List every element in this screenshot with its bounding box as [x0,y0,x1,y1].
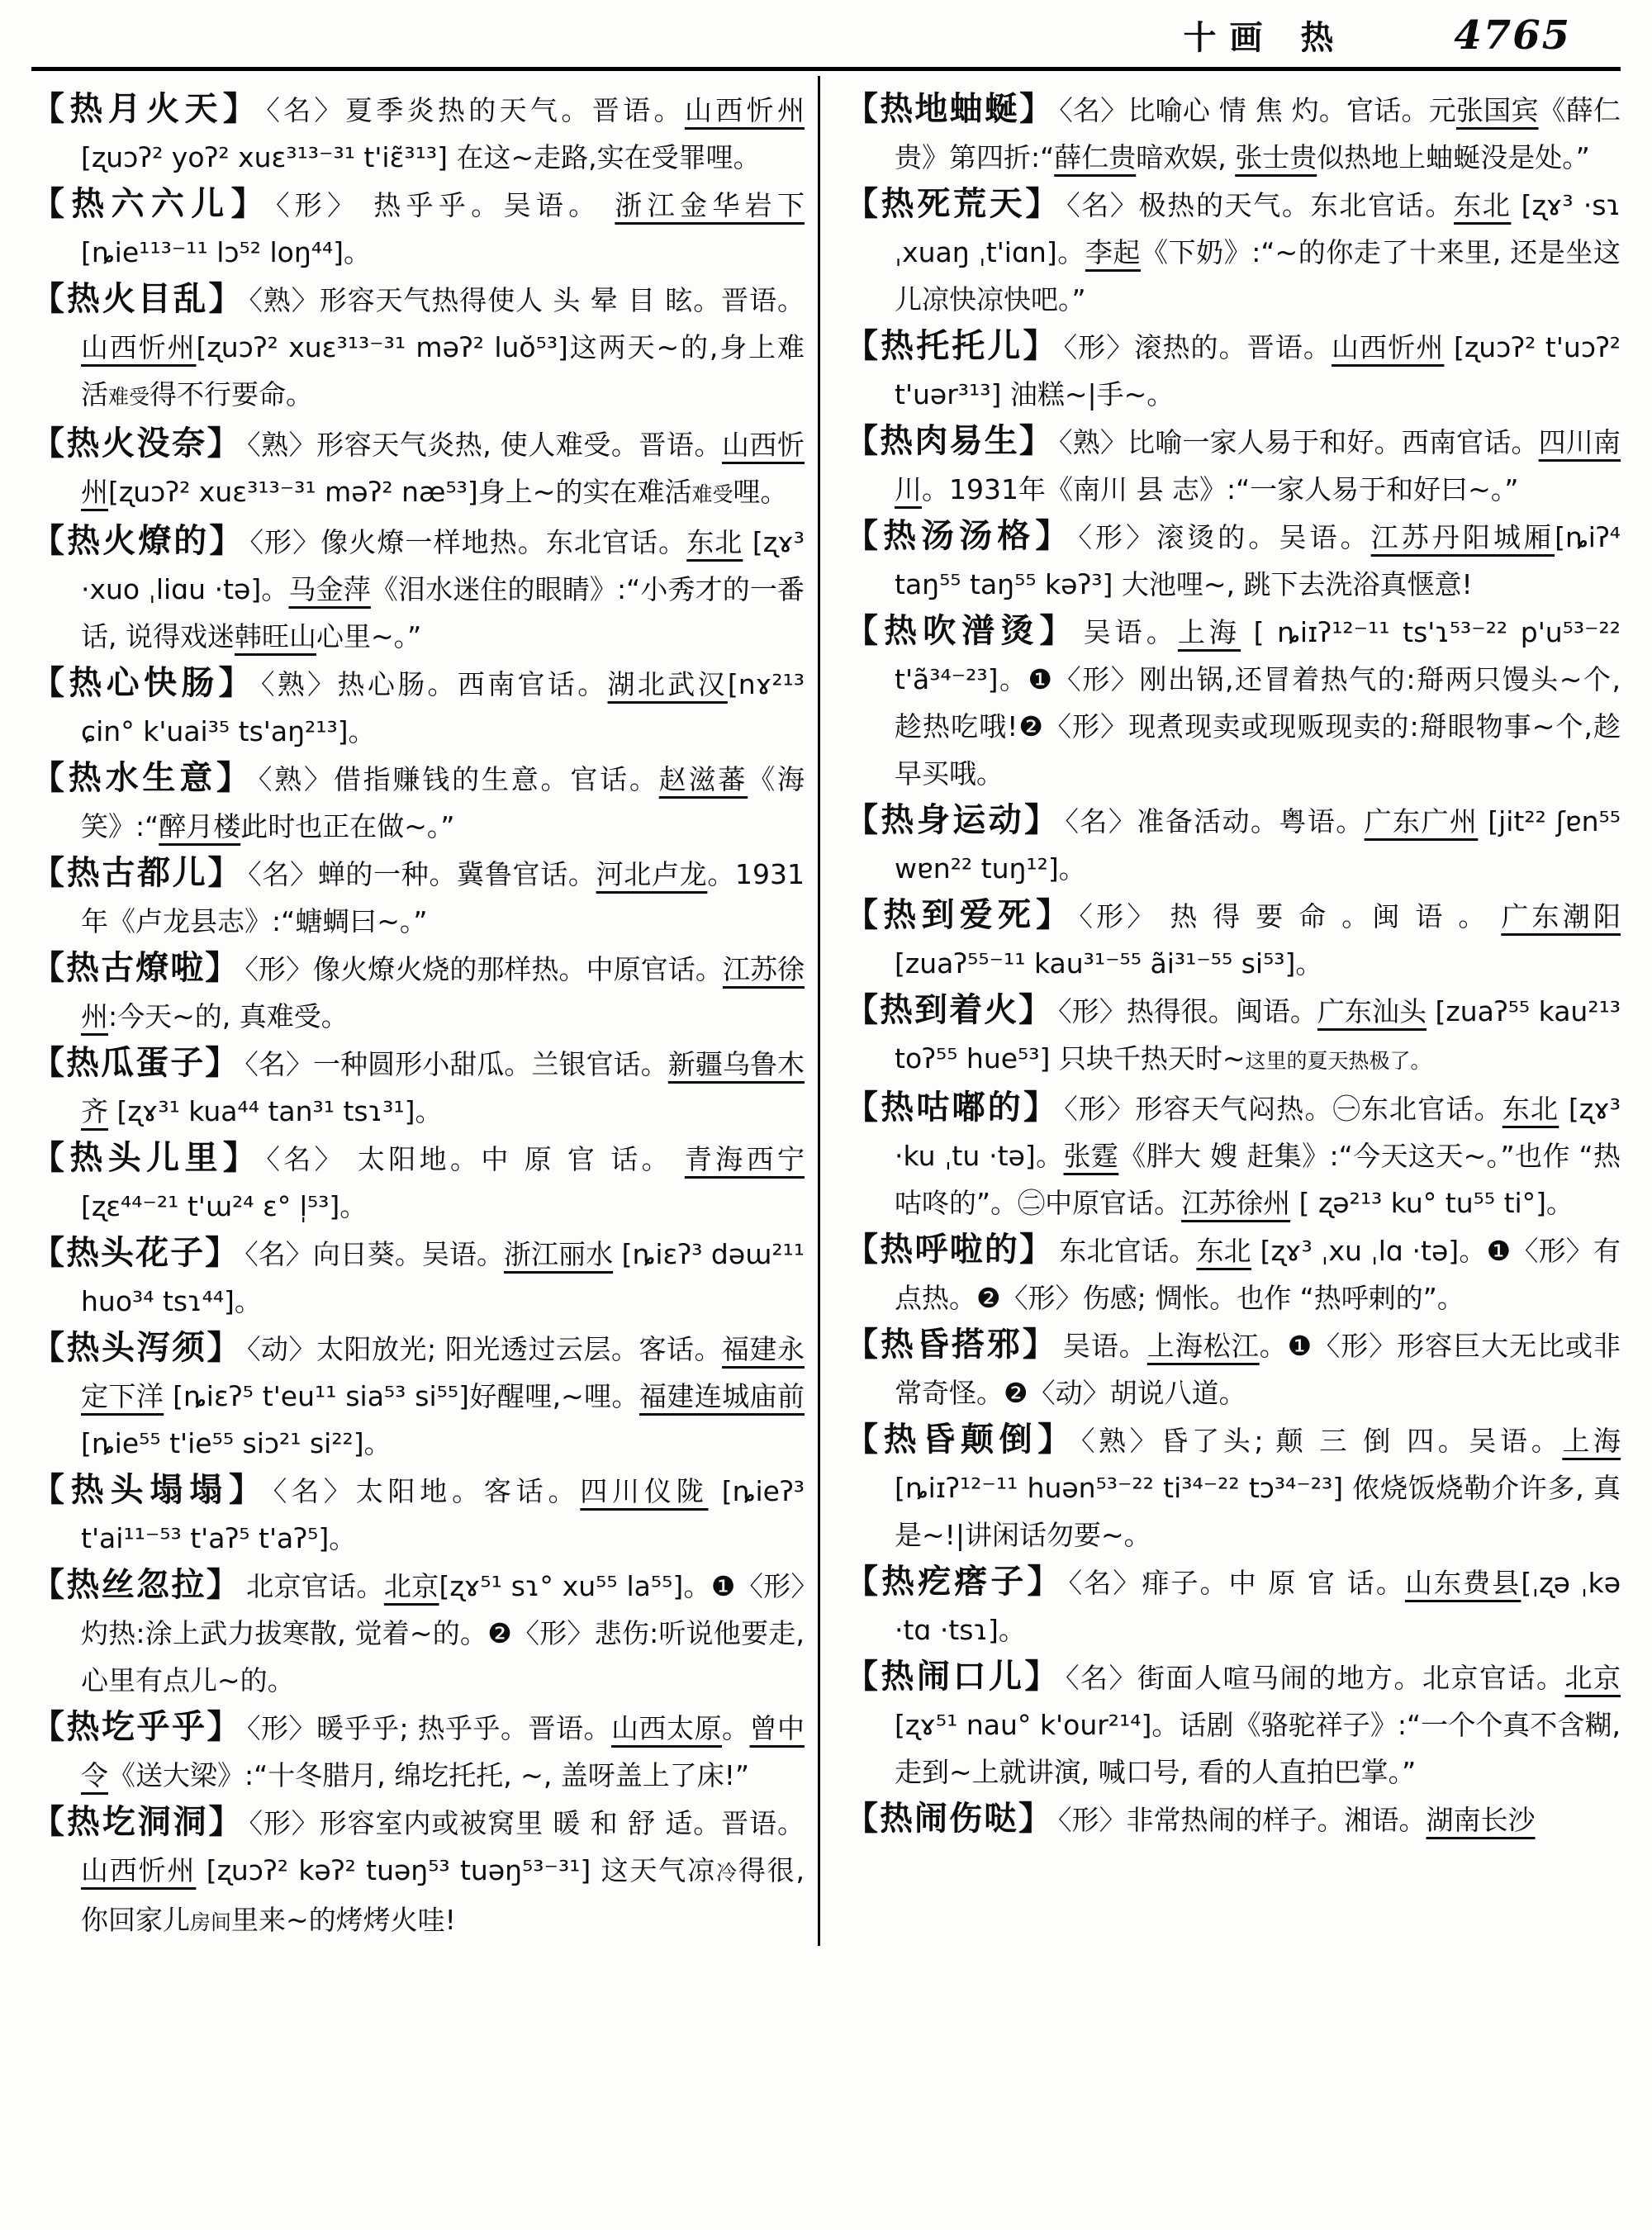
proper-noun: 上海松江 [1146,1330,1260,1362]
entry-text: 《薛仁贵》第四折:“ [895,94,1621,173]
proper-noun: 新疆乌鲁木齐 [81,1048,805,1127]
dict-entry [31,1040,805,1135]
proper-noun: 江苏徐州 [1181,1187,1291,1219]
entry-headword: 【热疙瘩子】 [845,1563,1064,1601]
proper-noun: 北京 [1564,1662,1621,1694]
entry-text: [zuaʔ⁵⁵⁻¹¹ kau³¹⁻⁵⁵ ãi³¹⁻⁵⁵ si⁵³]。 [895,947,1323,980]
entry-text: 难受 [108,385,150,409]
entry-text: 〈名〉比喻心 情 焦 灼。官话。元 [1059,94,1456,126]
proper-noun: 广东潮阳 [1501,900,1621,932]
entry-headword: 【热头花子】 [31,1234,240,1272]
entry-text: 心里~。” [316,620,422,652]
proper-noun: 湖北武汉 [607,668,728,700]
proper-noun: 北京 [383,1570,439,1602]
entry-text: [ʐɤ⁵¹ sɿ° xu⁵⁵ la⁵⁵]。❶〈形〉灼热:涂上武力拔寒散, 觉着~的。❷〈形〉悲伤:听说他要走, 心里有点儿~的。 [81,1570,805,1696]
entry-headword: 【热到着火】 [845,991,1054,1029]
dict-entry [845,86,1621,181]
header-rule [31,67,1621,71]
entry-headword: 【热呼啦的】 [845,1231,1055,1269]
entry-text: 。 [722,1712,750,1744]
dict-entry [845,797,1621,892]
proper-noun: 福建永定下洋 [81,1333,805,1412]
dict-entry [845,181,1621,323]
proper-noun: 张国宾 [1455,94,1539,126]
entry-text: 〈熟〉形容天气热得使人 头 晕 目 眩。晋语。 [249,284,805,316]
entry-text: 〈名〉极热的天气。东北官话。 [1066,189,1455,221]
proper-noun: 河北卢龙 [596,858,708,890]
dict-entry [845,418,1621,513]
entry-text: 〈名〉准备活动。粤语。 [1065,805,1365,837]
entry-headword: 【热古都儿】 [31,854,244,892]
entry-headword: 【热头儿里】 [31,1139,262,1177]
dict-entry [31,518,805,660]
entry-text: 〈名〉一种圆形小甜瓜。兰银官话。 [244,1048,668,1080]
entry-text: 〈熟〉形容天气炎热, 使人难受。晋语。 [247,429,722,461]
entry-text: [ʐuɔʔ² yoʔ² xuɛ³¹³⁻³¹ t'iɛ̃³¹³] 在这~走路,实在受罪哩。 [81,141,761,173]
entry-text: 〈名〉蝉的一种。冀鲁官话。 [248,858,596,890]
proper-noun: 浙江金华岩下 [615,189,805,221]
entry-text: [ȵiɪʔ¹²⁻¹¹ huən⁵³⁻²² ti³⁴⁻²² tɔ³⁴⁻²³] 侬烧饭烧勒介许多, 真是~!|讲闲话勿要~。 [895,1472,1621,1551]
proper-noun: 东北 [686,526,743,558]
proper-noun: 上海 [1562,1425,1621,1457]
proper-noun: 广东汕头 [1317,995,1427,1027]
entry-text: 。1931年《卢龙县志》:“螗蜩曰~。” [81,858,805,937]
entry-headword: 【热心快肠】 [31,664,257,702]
entry-text: 〈形〉滚烫的。吴语。 [1078,521,1371,553]
entry-text: 〈形〉形容室内或被窝里 暖 和 舒 适。晋语。 [249,1807,805,1839]
proper-noun: 山西忻州 [684,94,805,126]
text-columns [31,76,1621,1946]
entry-text: 〈形〉非常热闹的样子。湘语。 [1058,1804,1427,1836]
right-column [818,76,1621,1946]
entry-text: 〈名〉痱子。中 原 官 话。 [1068,1567,1405,1599]
entry-text: [ ȵiɪʔ¹²⁻¹¹ ts'ɿ⁵³⁻²² p'u⁵³⁻²² t'ã³⁴⁻²³]。❶〈形〉刚出锅,还冒着热气的:搿两只馒头~个, 趁热吃哦!❷〈形〉现煮现卖或现贩现卖的:搿眼物事~个,趁早买哦。 [895,616,1621,790]
dict-entry [31,1467,805,1562]
entry-text: 。❶〈形〉形容巨大无比或非常奇怪。❷〈动〉胡说八道。 [895,1330,1621,1409]
entry-text: [zuaʔ⁵⁵ kau²¹³ toʔ⁵⁵ hue⁵³] 只块千热天时~ [895,995,1621,1075]
entry-headword: 【热地蚰蜒】 [845,90,1055,128]
proper-noun: 山东费县 [1404,1567,1521,1599]
dict-entry [31,1135,805,1230]
entry-text: [ʐuɔʔ² xuɛ³¹³⁻³¹ məʔ² luŏ⁵³]这两天~的,身上难活 [81,331,805,410]
entry-text: [nɤ²¹³ ɕin° k'uai³⁵ ts'aŋ²¹³]。 [81,668,805,747]
entry-text: [ȵie¹¹³⁻¹¹ lɔ⁵² loŋ⁴⁴]。 [81,236,372,268]
entry-text: 〈形〉暖乎乎; 热乎乎。晋语。 [246,1712,612,1744]
proper-noun: 湖南长沙 [1426,1804,1536,1836]
proper-noun: 福建连城庙前 [638,1380,805,1412]
dict-entry [845,1226,1621,1321]
entry-text: 似热地上蚰蜒没是处。” [1317,141,1590,173]
entry-text: 〈形〉 热 得 要 命 。闽 语 。 [1079,900,1502,932]
proper-noun: 马金萍 [288,573,371,605]
entry-text: [jit²² ʃɐn⁵⁵ wɐn²² tuŋ¹²]。 [895,805,1621,885]
dict-entry [845,513,1621,608]
proper-noun: 山西忻州 [81,331,197,363]
dict-entry [31,420,805,518]
proper-noun: 张霆 [1063,1140,1119,1172]
entry-text: [ʐuɔʔ² t'uɔʔ² t'uər³¹³] 油糕~|手~。 [895,331,1621,410]
entry-text: 〈形〉像火燎火烧的那样热。中原官话。 [244,953,723,985]
dict-entry [845,1654,1621,1796]
entry-text: 。1931年《南川 县 志》:“一家人易于和好曰~。” [922,473,1519,505]
entry-text: [ȵie⁵⁵ t'ie⁵⁵ siɔ²¹ si²²]。 [81,1427,392,1459]
entry-text: 得不行要命。 [150,378,314,410]
proper-noun: 广东广州 [1364,805,1479,837]
proper-noun: 山西忻州 [81,429,805,508]
entry-text: 〈动〉太阳放光; 阳光透过云层。客话。 [246,1333,723,1365]
dict-entry [845,1796,1621,1843]
dict-entry [845,987,1621,1084]
entry-text: [ʐuɔʔ² xuɛ³¹³⁻³¹ məʔ² næ⁵³]身上~的实在难活 [108,476,692,508]
entry-text: 〈名〉太阳地。客话。 [273,1475,581,1507]
entry-text: 《泪水迷住的眼睛》:“小秀才的一番话, 说得戏迷 [81,573,805,652]
page-header [31,8,1621,67]
entry-text: 此时也正在做~。” [240,810,455,842]
entry-text: 《胖大 嫂 赶集》:“今天这天~。”也作 “热咕咚的”。㊁中原官话。 [895,1140,1621,1219]
proper-noun: 上海 [1177,616,1241,648]
entry-text: 〈名〉夏季炎热的天气。晋语。 [266,94,685,126]
proper-noun: 江苏徐州 [81,953,805,1032]
proper-noun: 山西忻州 [81,1854,197,1886]
dict-entry [31,660,805,755]
entry-headword: 【热六六儿】 [31,185,271,223]
entry-text: [ȵiʔ⁴ taŋ⁵⁵ taŋ⁵⁵ kəʔ³] 大池哩~, 跳下去洗浴真惬意! [895,521,1621,600]
dict-entry [845,892,1621,987]
dict-entry [845,1559,1621,1654]
entry-text: 〈名〉 太阳地。中 原 官 话。 [266,1143,685,1175]
entry-headword: 【热火目乱】 [31,280,244,318]
dict-entry [31,1799,805,1946]
entry-text: [ȵiɛʔ⁵ t'eu¹¹ sia⁵³ si⁵⁵]好醒哩,~哩。 [164,1380,639,1412]
proper-noun: 张士贵 [1235,141,1317,173]
entry-text: 〈形〉 热乎乎。吴语。 [275,189,615,221]
proper-noun: 曾中令 [81,1712,805,1791]
entry-text: :今天~的, 真难受。 [108,1000,349,1032]
entry-text: 〈形〉像火燎一样地热。东北官话。 [249,526,687,558]
entry-headword: 【热吹潽烫】 [845,612,1079,650]
entry-headword: 【热水生意】 [31,759,254,797]
entry-headword: 【热肉易生】 [845,422,1055,460]
proper-noun: 浙江丽水 [504,1238,614,1270]
entry-headword: 【热死荒天】 [845,185,1062,223]
entry-text: 〈形〉热得很。闽语。 [1058,995,1317,1027]
entry-text: [ʐɤ³¹ kua⁴⁴ tan³¹ tsɿ³¹]。 [108,1095,443,1127]
proper-noun: 李起 [1085,236,1142,268]
dict-entry [845,608,1621,797]
entry-text: [ʐɛ⁴⁴⁻²¹ t'ɯ²⁴ ɛ° l̩⁵³]。 [81,1190,368,1222]
entry-headword: 【热闹口儿】 [845,1658,1061,1696]
entry-text: 〈熟〉借指赚钱的生意。官话。 [258,763,659,795]
entry-text: [ʐɤ⁵¹ nau° k'our²¹⁴]。话剧《骆驼祥子》:“一个个真不含糊, 走到~上就讲演, 喊口号, 看的人直拍巴掌。” [895,1709,1621,1788]
entry-text: [ȵiɛʔ³ dəɯ²¹¹ huo³⁴ tsɿ⁴⁴]。 [81,1238,805,1317]
entry-headword: 【热咕嘟的】 [845,1089,1060,1127]
proper-noun: 东北 [1502,1093,1559,1125]
dict-entry [31,1562,805,1704]
proper-noun: 江苏丹阳城厢 [1370,521,1555,553]
page-number: 4765 [1454,12,1571,59]
left-column [31,76,818,1946]
proper-noun: 薛仁贵 [1054,141,1137,173]
entry-headword: 【热到爱死】 [845,896,1075,934]
entry-text: 这里的夏天热极了。 [1245,1049,1431,1073]
proper-noun: 四川南川 [895,426,1621,505]
dict-entry [845,323,1621,418]
entry-text: 房间 [190,1910,232,1934]
entry-text: 〈熟〉昏了头; 颠 三 倒 四。吴语。 [1080,1425,1563,1457]
entry-text: 吴语。 [1062,1330,1147,1362]
entry-text: 〈熟〉热心肠。西南官话。 [261,668,608,700]
proper-noun: 东北 [1454,189,1512,221]
section-label: 十画 热 [1183,19,1347,57]
proper-noun: 醉月楼 [159,810,241,842]
proper-noun: 山西太原 [611,1712,723,1744]
entry-headword: 【热火燎的】 [31,522,245,560]
entry-text: [ˌʐə ˌkə ·tɑ ·tsɿ]。 [895,1567,1621,1646]
entry-headword: 【热头塌塌】 [31,1471,268,1509]
entry-headword: 【热月火天】 [31,90,262,128]
entry-text: 〈名〉街面人喧马闹的地方。北京官话。 [1066,1662,1565,1694]
entry-headword: 【热圪乎乎】 [31,1708,242,1746]
entry-text: [ʐɤ³ ˌxu ˌlɑ ·tə]。❶〈形〉有点热。❷〈形〉伤感; 惆怅。也作 “热呼剌的”。 [895,1235,1621,1314]
entry-headword: 【热闹伤哒】 [845,1800,1053,1838]
entry-text: 难受 [691,482,733,506]
proper-noun: 青海西宁 [684,1143,805,1175]
entry-text: [ʐuɔʔ² kəʔ² tuəŋ⁵³ tuəŋ⁵³⁻³¹] 这天气凉 [196,1854,716,1886]
entry-text: [ ʐə²¹³ ku° tu⁵⁵ ti°]。 [1290,1187,1574,1219]
entry-text: [ʐɤ³ ·ku ˌtu ·tə]。 [895,1093,1621,1172]
entry-headword: 【热昏颠倒】 [845,1421,1076,1459]
dict-entry [31,276,805,420]
dict-entry [845,1321,1621,1416]
entry-text: 冷 [715,1861,738,1885]
entry-text: 吴语。 [1083,616,1178,648]
entry-text: 〈形〉滚热的。晋语。 [1063,331,1332,363]
entry-text: 里来~的烤烤火哇! [231,1904,456,1936]
entry-text: 〈名〉向日葵。吴语。 [244,1238,504,1270]
entry-headword: 【热丝忽拉】 [31,1566,242,1604]
proper-noun: 韩旺山 [234,620,316,652]
entry-text: 得很, 你回家儿 [81,1854,805,1936]
entry-headword: 【热昏搭邪】 [845,1326,1058,1364]
dict-entry [31,86,805,181]
entry-text: [ʐɤ³ ·sɿ ˌxuaŋ ˌt'iɑn]。 [895,189,1621,268]
entry-text: [ȵieʔ³ t'ai¹¹⁻⁵³ t'aʔ⁵ t'aʔ⁵]。 [81,1475,805,1554]
entry-headword: 【热托托儿】 [845,327,1059,365]
entry-headword: 【热古燎啦】 [31,949,240,987]
entry-headword: 【热身运动】 [845,801,1061,839]
dict-entry [31,1704,805,1799]
entry-text: 东北官话。 [1059,1235,1197,1267]
proper-noun: 山西忻州 [1332,331,1445,363]
entry-headword: 【热头泻须】 [31,1329,242,1367]
entry-headword: 【热圪洞洞】 [31,1803,244,1841]
dict-entry [845,1416,1621,1559]
proper-noun: 东北 [1196,1235,1251,1267]
entry-text: 北京官话。 [246,1570,384,1602]
dict-entry [31,1325,805,1467]
entry-headword: 【热汤汤格】 [845,517,1074,555]
dict-entry [31,181,805,276]
proper-noun: 四川仪陇 [580,1475,709,1507]
dict-entry [31,1230,805,1325]
dict-entry [845,1084,1621,1226]
entry-text: 《海笑》:“ [81,763,805,842]
entry-text: [ʐɤ³ ·xuo ˌliɑu ·tə]。 [81,526,805,605]
entry-text: 哩。 [733,476,788,508]
entry-headword: 【热瓜蛋子】 [31,1044,240,1082]
entry-text: 〈熟〉比喻一家人易于和好。西南官话。 [1059,426,1539,458]
entry-text: 《送大梁》:“十冬腊月, 绵圪托托, ~, 盖呀盖上了床!” [108,1759,750,1791]
dict-entry [31,945,805,1040]
proper-noun: 赵滋蕃 [658,763,748,795]
dict-entry [31,850,805,945]
entry-text: 〈形〉形容天气闷热。㊀东北官话。 [1064,1093,1502,1125]
dict-entry [31,755,805,850]
entry-headword: 【热火没奈】 [31,425,243,463]
entry-text: 暗欢娱, [1136,141,1236,173]
entry-text: 《下奶》:“~的你走了十来里, 还是坐这儿凉快凉快吧。” [895,236,1621,316]
